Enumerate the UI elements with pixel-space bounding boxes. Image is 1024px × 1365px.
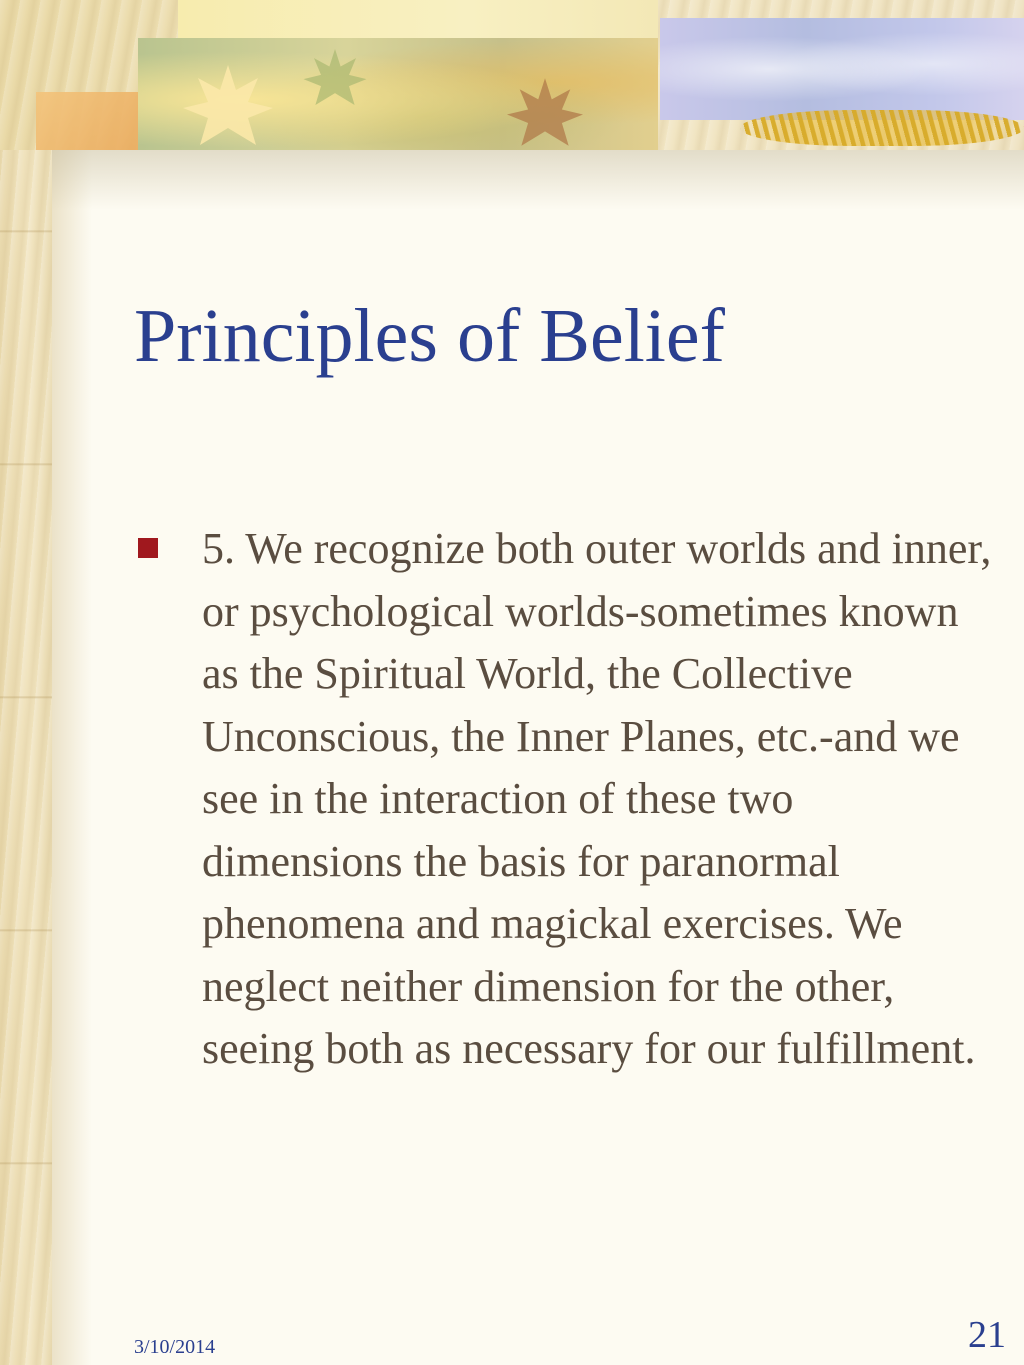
bullet-text: 5. We recognize both outer worlds and inner, or psychological worlds-sometimes known as the Spiritual World, the Collective Unconscious, the Inner Planes, etc.-and we see in the interaction of these two dimensions the basis for paranormal phenomena and magickal exercises. We neglect neither dimension for the other, seeing both as necessary for our fulfillment. [202,524,992,1073]
maple-leaf-icon [178,60,278,150]
parchment-strip [0,0,52,1365]
green-leaf-icon [300,42,370,112]
banner-yellow-panel [178,0,658,40]
footer-date: 3/10/2014 [134,1336,216,1358]
slide-number: 21 [968,1314,1006,1356]
decorative-banner [0,0,1024,165]
wheat-icon [740,110,1024,146]
banner-shadow [52,150,1024,210]
slide-title: Principles of Belief [134,294,725,378]
square-bullet-icon [138,538,158,558]
banner-blue-panel [660,18,1024,120]
autumn-leaf-icon [500,74,590,150]
